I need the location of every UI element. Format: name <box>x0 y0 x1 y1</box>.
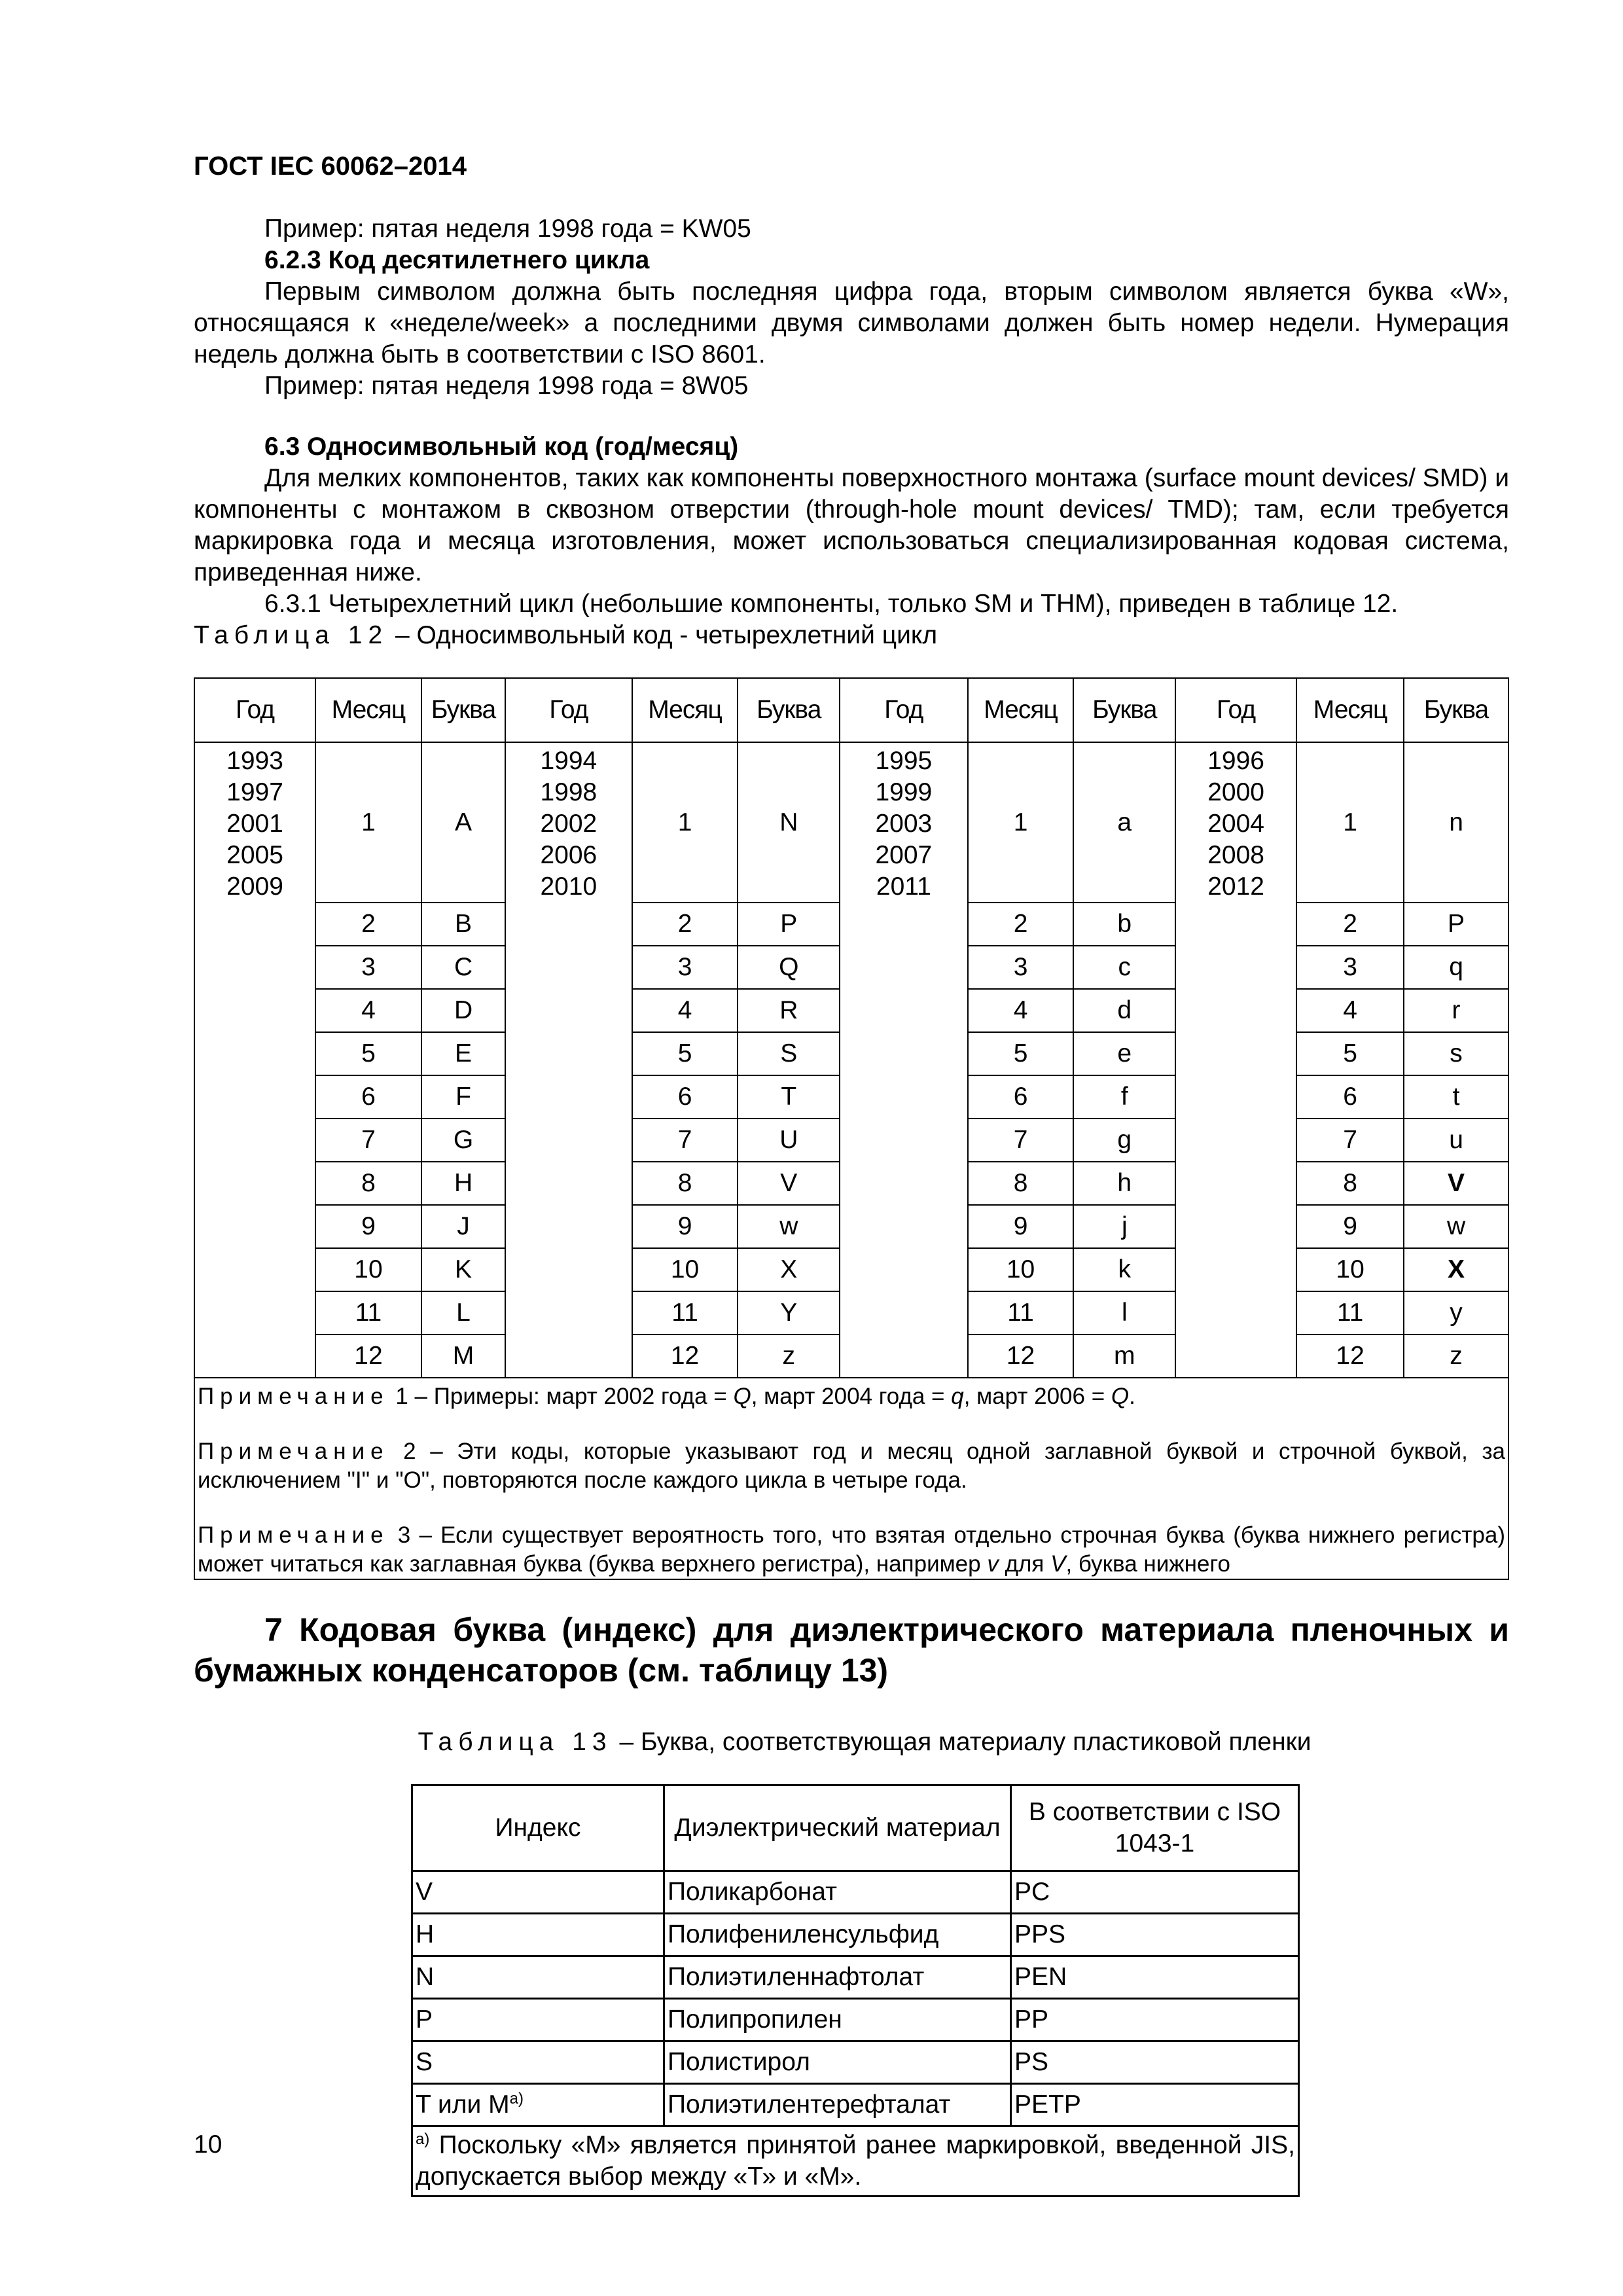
table12-years-cell-empty <box>505 1205 632 1248</box>
table12-years-cell-empty <box>1175 1032 1296 1075</box>
note-text: 3 – Если существует вероятность того, что взятая отдельно строчная буква (буква нижнего регистра) может читаться как заглавная буква (буква верхнего регистра), например <box>198 1522 1505 1577</box>
table12-header-cell: Месяц <box>968 678 1074 742</box>
table-row <box>412 1871 1299 1914</box>
table12-month-cell: 1 <box>1296 742 1404 903</box>
table13-caption-label: Таблица 13 <box>418 1728 613 1756</box>
note-part: v <box>987 1551 999 1577</box>
table12-month-cell: 2 <box>315 903 421 946</box>
note-part: . <box>1129 1384 1135 1409</box>
table13-caption <box>194 1727 1509 1758</box>
table12-letter-cell: z <box>738 1335 840 1378</box>
table-row <box>194 1248 1508 1291</box>
year-value: 2006 <box>540 841 597 869</box>
table12-month-cell: 5 <box>1296 1032 1404 1075</box>
table-row <box>194 1032 1508 1075</box>
paragraph-631: 6.3.1 Четырехлетний цикл (небольшие компоненты, только SM и THM), приведен в таблице 12. <box>264 590 1399 618</box>
table12-years-cell-empty <box>505 1291 632 1335</box>
table12-letter-cell: V <box>1404 1162 1508 1205</box>
table12-month-cell: 8 <box>315 1162 421 1205</box>
year-value: 1999 <box>875 778 933 806</box>
table12-month-cell: 9 <box>315 1205 421 1248</box>
table12-years-cell-empty <box>194 1248 315 1291</box>
table12-month-cell: 6 <box>968 1075 1074 1119</box>
table12-years-cell-empty <box>194 1291 315 1335</box>
table12-years-cell-empty <box>505 946 632 989</box>
table12-letter-cell: q <box>1404 946 1508 989</box>
table12-letter-cell: B <box>421 903 505 946</box>
table12-month-cell: 4 <box>632 989 738 1032</box>
table12-letter-cell: E <box>421 1032 505 1075</box>
table12-years-cell-empty <box>194 1119 315 1162</box>
table12-years-cell-empty <box>1175 1119 1296 1162</box>
table12-letter-cell: K <box>421 1248 505 1291</box>
table12-month-cell: 11 <box>632 1291 738 1335</box>
table13-cell <box>1011 2084 1299 2126</box>
table12-header-cell: Месяц <box>632 678 738 742</box>
year-value: 1998 <box>540 778 597 806</box>
year-value: 2004 <box>1207 810 1264 838</box>
table12-letter-cell: N <box>738 742 840 903</box>
year-value: 1994 <box>540 747 597 775</box>
table13-cell-text: Полифениленсульфид <box>668 1920 939 1948</box>
table12-years-cell <box>1175 742 1296 903</box>
table13-cell-text: P <box>416 2005 433 2034</box>
table12-caption-text: – Односимвольный код - четырехлетний цикл <box>395 621 938 649</box>
table13-cell-text: PC <box>1014 1878 1050 1906</box>
heading-63: 6.3 Односимвольный код (год/месяц) <box>264 433 739 461</box>
year-value: 1993 <box>226 747 283 775</box>
table13-header-material: Диэлектрический материал <box>664 1785 1011 1871</box>
table13-cell <box>664 1914 1011 1956</box>
table12-letter-cell: U <box>738 1119 840 1162</box>
table12-month-cell: 12 <box>315 1335 421 1378</box>
table12-years-cell <box>840 742 968 903</box>
year-value: 2012 <box>1207 872 1264 901</box>
table12-letter-cell: a <box>1073 742 1175 903</box>
table12-letter-cell: f <box>1073 1075 1175 1119</box>
note-part: для <box>998 1551 1051 1577</box>
table12-header-cell: Буква <box>421 678 505 742</box>
year-value: 1995 <box>875 747 933 775</box>
table12-notes-row <box>194 1378 1508 1579</box>
note-part: , март 2004 года = <box>751 1384 952 1409</box>
table12-month-cell: 1 <box>968 742 1074 903</box>
table12-month-cell: 5 <box>968 1032 1074 1075</box>
table12-header-cell: Год <box>840 678 968 742</box>
table12-letter-cell: g <box>1073 1119 1175 1162</box>
example-8w05: Пример: пятая неделя 1998 года = 8W05 <box>264 372 749 400</box>
table13-cell <box>1011 1914 1299 1956</box>
year-value: 1997 <box>226 778 283 806</box>
table12-letter-cell: J <box>421 1205 505 1248</box>
table12-years-cell-empty <box>840 1248 968 1291</box>
table13-cell-text: V <box>416 1878 433 1906</box>
table-row <box>194 1119 1508 1162</box>
table12-letter-cell: b <box>1073 903 1175 946</box>
table-row <box>412 1914 1299 1956</box>
table13-cell-text: Полиэтиленнафтолат <box>668 1963 925 1991</box>
year-value: 2010 <box>540 872 597 901</box>
table12-letter-cell: d <box>1073 989 1175 1032</box>
table12-years-cell-empty <box>505 1032 632 1075</box>
table12-header-cell: Год <box>505 678 632 742</box>
note-part: Q <box>1111 1384 1130 1409</box>
table-row <box>194 946 1508 989</box>
table12-letter-cell: h <box>1073 1162 1175 1205</box>
table-row <box>412 2084 1299 2126</box>
table13-header-row <box>412 1785 1299 1871</box>
table12-month-cell: 10 <box>1296 1248 1404 1291</box>
table12-letter-cell: X <box>738 1248 840 1291</box>
table-row <box>194 742 1508 903</box>
table13-footnote-cell <box>412 2126 1299 2197</box>
table12-years-cell-empty <box>194 1032 315 1075</box>
table12-month-cell: 4 <box>968 989 1074 1032</box>
table13-cell <box>664 1999 1011 2041</box>
table13-cell <box>412 1956 664 1999</box>
table12-letter-cell: k <box>1073 1248 1175 1291</box>
year-value: 2007 <box>875 841 933 869</box>
table12-month-cell: 12 <box>632 1335 738 1378</box>
table12-years-cell-empty <box>1175 1162 1296 1205</box>
table12-letter-cell: w <box>738 1205 840 1248</box>
table12-month-cell: 1 <box>315 742 421 903</box>
table12-years-cell-empty <box>840 1032 968 1075</box>
table12-month-cell: 7 <box>315 1119 421 1162</box>
table12-month-cell: 8 <box>1296 1162 1404 1205</box>
heading-623: 6.2.3 Код десятилетнего цикла <box>264 246 650 274</box>
table12-header-cell: Буква <box>1073 678 1175 742</box>
table13-cell-text: PETP <box>1014 2090 1081 2119</box>
year-value: 2005 <box>226 841 283 869</box>
heading-section-7: 7 Кодовая буква (индекс) для диэлектрического материала пленочных и бумажных конденсаторов (см. таблицу 13) <box>194 1611 1509 1689</box>
table12-header-cell: Год <box>194 678 315 742</box>
table-row <box>194 1205 1508 1248</box>
table-13 <box>411 1784 1300 2197</box>
table12-month-cell: 7 <box>968 1119 1074 1162</box>
note-label: Примечание <box>198 1384 389 1409</box>
paragraph-623: Первым символом должна быть последняя цифра года, вторым символом является буква «W», относящаяся к «неделе/week» а последними двумя символами должен быть номер недели. Нумерация недель должна быть в соответствии с ISO 8601. <box>194 278 1509 368</box>
table12-header-cell: Месяц <box>1296 678 1404 742</box>
table12-month-cell: 6 <box>315 1075 421 1119</box>
note-part: V <box>1050 1551 1066 1577</box>
table12-years-cell-empty <box>840 1335 968 1378</box>
note-label: Примечание <box>198 1439 389 1464</box>
table12-header-cell: Год <box>1175 678 1296 742</box>
table13-cell <box>1011 1999 1299 2041</box>
table12-note <box>198 1437 1505 1495</box>
table12-years-cell-empty <box>194 1335 315 1378</box>
table12-letter-cell: H <box>421 1162 505 1205</box>
table12-month-cell: 10 <box>632 1248 738 1291</box>
table13-cell <box>664 1956 1011 1999</box>
table-row <box>194 1335 1508 1378</box>
table12-letter-cell: C <box>421 946 505 989</box>
table13-cell <box>1011 1956 1299 1999</box>
year-value: 1996 <box>1207 747 1264 775</box>
table12-letter-cell: L <box>421 1291 505 1335</box>
table12-month-cell: 1 <box>632 742 738 903</box>
table12-years-cell-empty <box>194 1075 315 1119</box>
note-part: , март 2006 = <box>963 1384 1111 1409</box>
year-value: 2001 <box>226 810 283 838</box>
table-row <box>194 989 1508 1032</box>
table13-cell <box>1011 2041 1299 2084</box>
table-12 <box>194 677 1509 1580</box>
table12-letter-cell: X <box>1404 1248 1508 1291</box>
table12-years-cell-empty <box>1175 989 1296 1032</box>
table12-month-cell: 5 <box>632 1032 738 1075</box>
table12-caption <box>194 620 1509 651</box>
table12-years-cell-empty <box>194 1162 315 1205</box>
table12-body <box>194 742 1508 1579</box>
table12-month-cell: 12 <box>1296 1335 1404 1378</box>
table12-header-row <box>194 678 1508 742</box>
document-page <box>194 151 1509 2197</box>
table12-letter-cell: t <box>1404 1075 1508 1119</box>
table13-cell <box>664 2084 1011 2126</box>
table12-letter-cell: r <box>1404 989 1508 1032</box>
table12-years-cell-empty <box>840 946 968 989</box>
table12-month-cell: 7 <box>632 1119 738 1162</box>
table12-month-cell: 2 <box>632 903 738 946</box>
table12-years-cell-empty <box>194 1205 315 1248</box>
table12-years-cell <box>194 742 315 903</box>
table12-month-cell: 11 <box>968 1291 1074 1335</box>
table12-month-cell: 9 <box>632 1205 738 1248</box>
table12-letter-cell: P <box>738 903 840 946</box>
table12-month-cell: 6 <box>1296 1075 1404 1119</box>
table12-header-cell: Буква <box>1404 678 1508 742</box>
table12-years-cell <box>505 742 632 903</box>
table12-month-cell: 3 <box>1296 946 1404 989</box>
note-text: 1 – Примеры: март 2002 года = <box>389 1384 734 1409</box>
table12-years-cell-empty <box>505 1075 632 1119</box>
table12-month-cell: 6 <box>632 1075 738 1119</box>
table12-letter-cell: V <box>738 1162 840 1205</box>
table12-letter-cell: R <box>738 989 840 1032</box>
table12-letter-cell: z <box>1404 1335 1508 1378</box>
table13-cell <box>412 2041 664 2084</box>
table12-letter-cell: Y <box>738 1291 840 1335</box>
table12-years-cell-empty <box>1175 1205 1296 1248</box>
table12-header-cell: Месяц <box>315 678 421 742</box>
table12-month-cell: 3 <box>968 946 1074 989</box>
table13-cell-text: PPS <box>1014 1920 1066 1948</box>
table12-letter-cell: n <box>1404 742 1508 903</box>
table12-month-cell: 2 <box>1296 903 1404 946</box>
table12-month-cell: 11 <box>1296 1291 1404 1335</box>
table13-header-iso: В соответствии с ISO 1043-1 <box>1011 1785 1299 1871</box>
table13-header-index: Индекс <box>412 1785 664 1871</box>
table12-note <box>198 1521 1505 1579</box>
table12-letter-cell: A <box>421 742 505 903</box>
table12-years-cell-empty <box>1175 1248 1296 1291</box>
table12-years-cell-empty <box>1175 903 1296 946</box>
year-value: 2011 <box>876 872 931 901</box>
page-number: 10 <box>194 2130 223 2159</box>
footnote-mark: а) <box>509 2090 524 2108</box>
table13-footnote-row <box>412 2126 1299 2197</box>
note-label: Примечание <box>198 1522 389 1548</box>
table12-month-cell: 11 <box>315 1291 421 1335</box>
table13-cell-text: Поликарбонат <box>668 1878 837 1906</box>
year-value: 2008 <box>1207 841 1264 869</box>
table12-letter-cell: l <box>1073 1291 1175 1335</box>
table12-month-cell: 8 <box>632 1162 738 1205</box>
table12-letter-cell: S <box>738 1032 840 1075</box>
table12-years-cell-empty <box>194 903 315 946</box>
table12-month-cell: 9 <box>968 1205 1074 1248</box>
table-row <box>194 1162 1508 1205</box>
year-value: 2002 <box>540 810 597 838</box>
table12-month-cell: 3 <box>315 946 421 989</box>
table12-years-cell-empty <box>505 903 632 946</box>
table12-years-cell-empty <box>840 1162 968 1205</box>
document-header: ГОСТ IEC 60062–2014 <box>194 152 467 181</box>
table12-letter-cell: G <box>421 1119 505 1162</box>
table13-caption-text: – Буква, соответствующая материалу пластиковой пленки <box>619 1728 1311 1756</box>
table12-month-cell: 4 <box>315 989 421 1032</box>
table-row <box>412 1956 1299 1999</box>
table12-caption-label: Таблица 12 <box>194 621 389 649</box>
note-text: 2 – Эти коды, которые указывают год и месяц одной заглавной буквой и строчной буквой, за исключением "I" и "O", повторяются после каждого цикла в четыре года. <box>198 1439 1505 1493</box>
table12-letter-cell: w <box>1404 1205 1508 1248</box>
table13-cell <box>412 1999 664 2041</box>
table12-years-cell-empty <box>840 903 968 946</box>
table13-cell-text: N <box>416 1963 435 1991</box>
note-part: , буква нижнего <box>1065 1551 1230 1577</box>
table13-cell <box>412 1914 664 1956</box>
year-value: 2009 <box>226 872 283 901</box>
table12-month-cell: 12 <box>968 1335 1074 1378</box>
table12-letter-cell: m <box>1073 1335 1175 1378</box>
table12-letter-cell: c <box>1073 946 1175 989</box>
table13-cell-text: PEN <box>1014 1963 1067 1991</box>
table12-notes-cell <box>194 1378 1508 1579</box>
table12-letter-cell: j <box>1073 1205 1175 1248</box>
table12-note <box>198 1382 1505 1411</box>
table12-letter-cell: T <box>738 1075 840 1119</box>
table12-month-cell: 5 <box>315 1032 421 1075</box>
table12-letter-cell: u <box>1404 1119 1508 1162</box>
table12-letter-cell: y <box>1404 1291 1508 1335</box>
table13-cell <box>664 2041 1011 2084</box>
footnote-text: Поскольку «М» является принятой ранее маркировкой, введенной JIS, допускается выбор между «Т» и «М». <box>416 2131 1295 2191</box>
note-part: Q <box>733 1384 751 1409</box>
table12-letter-cell: Q <box>738 946 840 989</box>
table12-years-cell-empty <box>194 989 315 1032</box>
table12-years-cell-empty <box>505 1162 632 1205</box>
table-row <box>194 1291 1508 1335</box>
table12-month-cell: 2 <box>968 903 1074 946</box>
table12-letter-cell: s <box>1404 1032 1508 1075</box>
table12-month-cell: 10 <box>968 1248 1074 1291</box>
table12-years-cell-empty <box>840 1119 968 1162</box>
table12-years-cell-empty <box>505 1335 632 1378</box>
year-value: 2003 <box>875 810 933 838</box>
table13-body <box>412 1871 1299 2197</box>
table12-letter-cell: P <box>1404 903 1508 946</box>
table12-month-cell: 10 <box>315 1248 421 1291</box>
table13-cell-text: T или M <box>416 2090 510 2119</box>
table12-letter-cell: M <box>421 1335 505 1378</box>
paragraph-63: Для мелких компонентов, таких как компоненты поверхностного монтажа (surface mount devices/ SMD) и компоненты с монтажом в сквозном отверстии (through-hole mount devices/ TMD); там, если требуется маркировка года и месяца изготовления, может использоваться специализированная кодовая система, приведенная ниже. <box>194 464 1509 586</box>
table12-month-cell: 4 <box>1296 989 1404 1032</box>
footnote-mark: а) <box>416 2130 430 2148</box>
table-row <box>412 1999 1299 2041</box>
table12-years-cell-empty <box>1175 946 1296 989</box>
table12-month-cell: 9 <box>1296 1205 1404 1248</box>
table-row <box>194 903 1508 946</box>
table12-month-cell: 7 <box>1296 1119 1404 1162</box>
table13-cell-text: H <box>416 1920 435 1948</box>
note-part: q <box>951 1384 964 1409</box>
table12-years-cell-empty <box>505 1119 632 1162</box>
table12-years-cell-empty <box>505 989 632 1032</box>
table13-cell-text: Полиэтилентерефталат <box>668 2090 951 2119</box>
table13-cell <box>664 1871 1011 1914</box>
table13-cell <box>1011 1871 1299 1914</box>
table12-month-cell: 3 <box>632 946 738 989</box>
table12-years-cell-empty <box>840 989 968 1032</box>
table12-years-cell-empty <box>1175 1335 1296 1378</box>
table12-years-cell-empty <box>840 1075 968 1119</box>
table13-cell-text: PP <box>1014 2005 1049 2034</box>
table12-letter-cell: D <box>421 989 505 1032</box>
table13-cell <box>412 1871 664 1914</box>
table12-month-cell: 8 <box>968 1162 1074 1205</box>
table-row <box>194 1075 1508 1119</box>
table12-years-cell-empty <box>194 946 315 989</box>
year-value: 2000 <box>1207 778 1264 806</box>
table13-cell-text: S <box>416 2048 433 2076</box>
table-row <box>412 2041 1299 2084</box>
table12-header-cell: Буква <box>738 678 840 742</box>
example-kw05: Пример: пятая неделя 1998 года = KW05 <box>264 215 751 243</box>
table12-letter-cell: F <box>421 1075 505 1119</box>
table12-years-cell-empty <box>840 1291 968 1335</box>
table12-years-cell-empty <box>840 1205 968 1248</box>
table12-letter-cell: e <box>1073 1032 1175 1075</box>
table13-cell-text: PS <box>1014 2048 1049 2076</box>
table12-years-cell-empty <box>505 1248 632 1291</box>
table13-cell-text: Полистирол <box>668 2048 810 2076</box>
table13-cell <box>412 2084 664 2126</box>
table12-years-cell-empty <box>1175 1075 1296 1119</box>
table13-cell-text: Полипропилен <box>668 2005 842 2034</box>
table12-years-cell-empty <box>1175 1291 1296 1335</box>
